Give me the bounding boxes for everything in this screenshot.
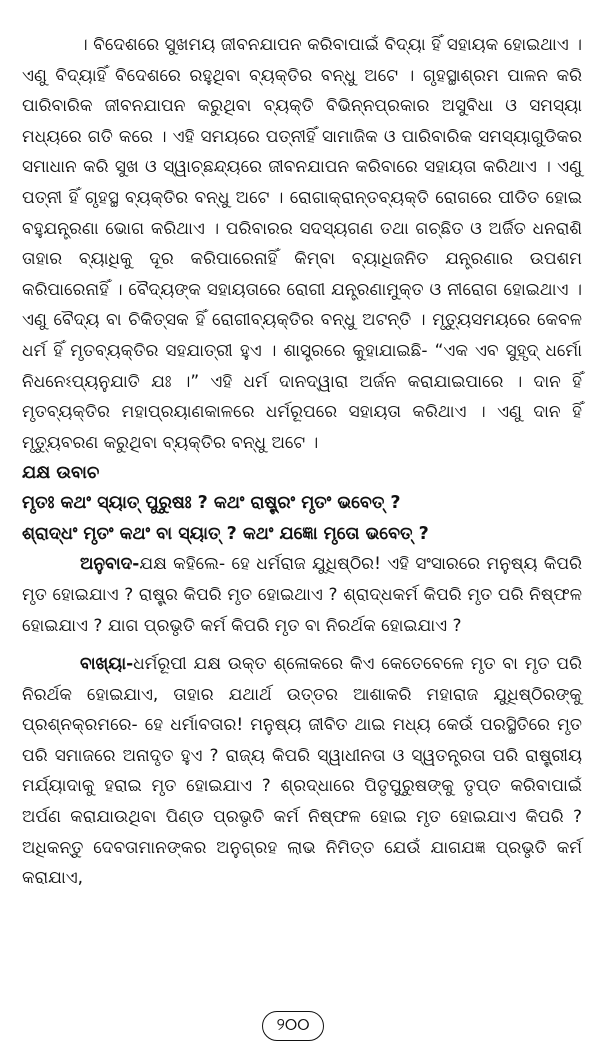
commentary-text: ଧର୍ମରୂପୀ ଯକ୍ଷ ଉକ୍ତ ଶ୍ଳୋକରେ କିଏ କେତେବେଳେ ମୃତ ବା ମୃତ ପରି ନିରର୍ଥକ ହୋଇଯାଏ, ତାହାର ଯଥାର୍ଥ ଉତ୍ତର ଆଶାକରି ମହାରାଜ ଯୁଧିଷ୍ଠିରଙ୍କୁ ପ୍ରଶ୍ନକ୍ରମରେ- ହେ ଧର୍ମାବତାର! ମନୁଷ୍ୟ ଜୀବିତ ଥାଇ ମଧ୍ୟ କେଉଁ ପରସ୍ଥିତିରେ ମୃତ ପରି ସମାଜରେ ଅନାଦୃତ ହୁଏ ? ରାଜ୍ୟ କିପରି ସ୍ୱାଧୀନତା ଓ ସ୍ୱତନ୍ତ୍ରତା ପରି ରାଷ୍ଟ୍ରୀୟ ମର୍ଯ୍ୟାଦାକୁ ହରାଇ ମୃତ ହୋଇଯାଏ ? ଶ୍ରଦ୍ଧାରେ ପିତୃପୁରୁଷଙ୍କୁ ତୃପ୍ତ କରିବାପାଇଁ ଅର୍ପଣ କରାଯାଉଥିବା ପିଣ୍ଡ ପ୍ରଭୃତି କର୍ମ ନିଷ୍ଫଳ ହୋଇ ମୃତ ହୋଇଯାଏ କିପରି ? ଅଧିକନ୍ତୁ ଦେବତାମାନଙ୍କର ଅନୁଗ୍ରହ ଲାଭ ନିମିତ୍ତ ଯେଉଁ ଯାଗଯଜ୍ଞ ପ୍ରଭୃତି କର୍ମ କରାଯାଏ, — [22, 654, 582, 889]
translation-text: ଯକ୍ଷ କହିଲେ- ହେ ଧର୍ମରାଜ ଯୁଧିଷ୍ଠିର! ଏହି ସଂସାରରେ ମନୁଷ୍ୟ କିପରି ମୃତ ହୋଇଯାଏ ? ରାଷ୍ଟ୍ର କିପରି ମୃତ ହୋଇଥାଏ ? ଶ୍ରାଦ୍ଧକର୍ମ କିପରି ମୃତ ପରି ନିଷ୍ଫଳ ହୋଇଯାଏ ? ଯାଗ ପ୍ରଭୃତି କର୍ମ କିପରି ମୃତ ବା ନିରର୍ଥକ ହୋଇଯାଏ ? — [22, 554, 582, 636]
page-body — [22, 30, 582, 894]
translation-label: ଅନୁବାଦ- — [80, 554, 140, 575]
page-number: ୨୦୦ — [262, 1011, 324, 1041]
translation-paragraph — [22, 549, 582, 641]
verse-line-2: ଶ୍ରାଦ୍ଧଂ ମୃତଂ କଥଂ ବା ସ୍ୟାତ୍ ? କଥଂ ଯଜ୍ଞୋ ମୃତୋ ଭବେତ୍ ? — [22, 523, 429, 544]
section-heading: ଯକ୍ଷ ଉବାଚ — [22, 463, 100, 484]
verse-line-1: ମୃତଃ କଥଂ ସ୍ୟାତ୍ ପୁରୁଷଃ ? କଥଂ ରାଷ୍ଟ୍ରଂ ମୃତଂ ଭବେତ୍ ? — [22, 493, 401, 514]
commentary-label: ବାଖ୍ୟା- — [80, 654, 134, 675]
paragraph-friends-explained: । ବିଦେଶରେ ସୁଖମୟ ଜୀବନଯାପନ କରିବାପାଇଁ ବିଦ୍ୟା ହିଁ ସହାୟକ ହୋଇଥାଏ । ଏଣୁ ବିଦ୍ୟାହିଁ ବିଦେଶରେ ରହୁଥିବା ବ୍ୟକ୍ତିର ବନ୍ଧୁ ଅଟେ । ଗୃହସ୍ଥାଶ୍ରମ ପାଳନ କରି ପାରିବାରିକ ଜୀବନଯାପନ କରୁଥିବା ବ୍ୟକ୍ତି ବିଭିନ୍ନପ୍ରକାର ଅସୁବିଧା ଓ ସମସ୍ୟା ମଧ୍ୟରେ ଗତି କରେ । ଏହି ସମୟରେ ପତ୍ନୀହିଁ ସାମାଜିକ ଓ ପାରିବାରିକ ସମସ୍ୟାଗୁଡିକର ସମାଧାନ କରି ସୁଖ ଓ ସ୍ୱାଚ୍ଛନ୍ଦ୍ୟରେ ଜୀବନଯାପନ କରିବାରେ ସହାୟତା କରିଥାଏ । ଏଣୁ ପତ୍ନୀ ହିଁ ଗୃହସ୍ଥ ବ୍ୟକ୍ତିର ବନ୍ଧୁ ଅଟେ । ରୋଗାକ୍ରାନ୍ତବ୍ୟକ୍ତି ରୋଗରେ ପୀଡିତ ହୋଇ ବହୁଯନ୍ତ୍ରଣା ଭୋଗ କରିଥାଏ । ପରିବାରର ସଦସ୍ୟଗଣ ତଥା ଗଚ୍ଛିତ ଓ ଅର୍ଜିତ ଧନରାଶି ତାହାର ବ୍ୟାଧିକୁ ଦୂର କରିପାରେନାହିଁ କିମ୍ବା ବ୍ୟାଧିଜନିତ ଯନ୍ତ୍ରଣାର ଉପଶମ କରିପାରେନାହିଁ । ବୈଦ୍ୟଙ୍କ ସହାୟତାରେ ରୋଗୀ ଯନ୍ତ୍ରଣାମୁକ୍ତ ଓ ନୀରୋଗ ହୋଇଥାଏ । ଏଣୁ ବୈଦ୍ୟ ବା ଚିକିତ୍ସକ ହିଁ ରୋଗୀବ୍ୟକ୍ତିର ବନ୍ଧୁ ଅଟନ୍ତି । ମୃତ୍ୟୁସମୟରେ କେବଳ ଧର୍ମ ହିଁ ମୃତବ୍ୟକ୍ତିର ସହଯାତ୍ରୀ ହୁଏ । ଶାସ୍ତ୍ରରେ କୁହାଯାଇଛି- “ଏକ ଏବ ସୁହୃଦ୍ ଧର୍ମୋ ନିଧନେଽପ୍ୟନୁଯାତି ଯଃ ।” ଏହି ଧର୍ମ ଦାନଦ୍ୱାରା ଅର୍ଜନ କରାଯାଇପାରେ । ଦାନ ହିଁ ମୃତବ୍ୟକ୍ତିର ମହାପ୍ରୟାଣକାଳରେ ଧର୍ମରୂପରେ ସହାୟତା କରିଥାଏ । ଏଣୁ ଦାନ ହିଁ ମୃତ୍ୟୁବରଣ କରୁଥିବା ବ୍ୟକ୍ତିର ବନ୍ଧୁ ଅଟେ । — [22, 35, 582, 453]
commentary-paragraph — [22, 649, 582, 894]
